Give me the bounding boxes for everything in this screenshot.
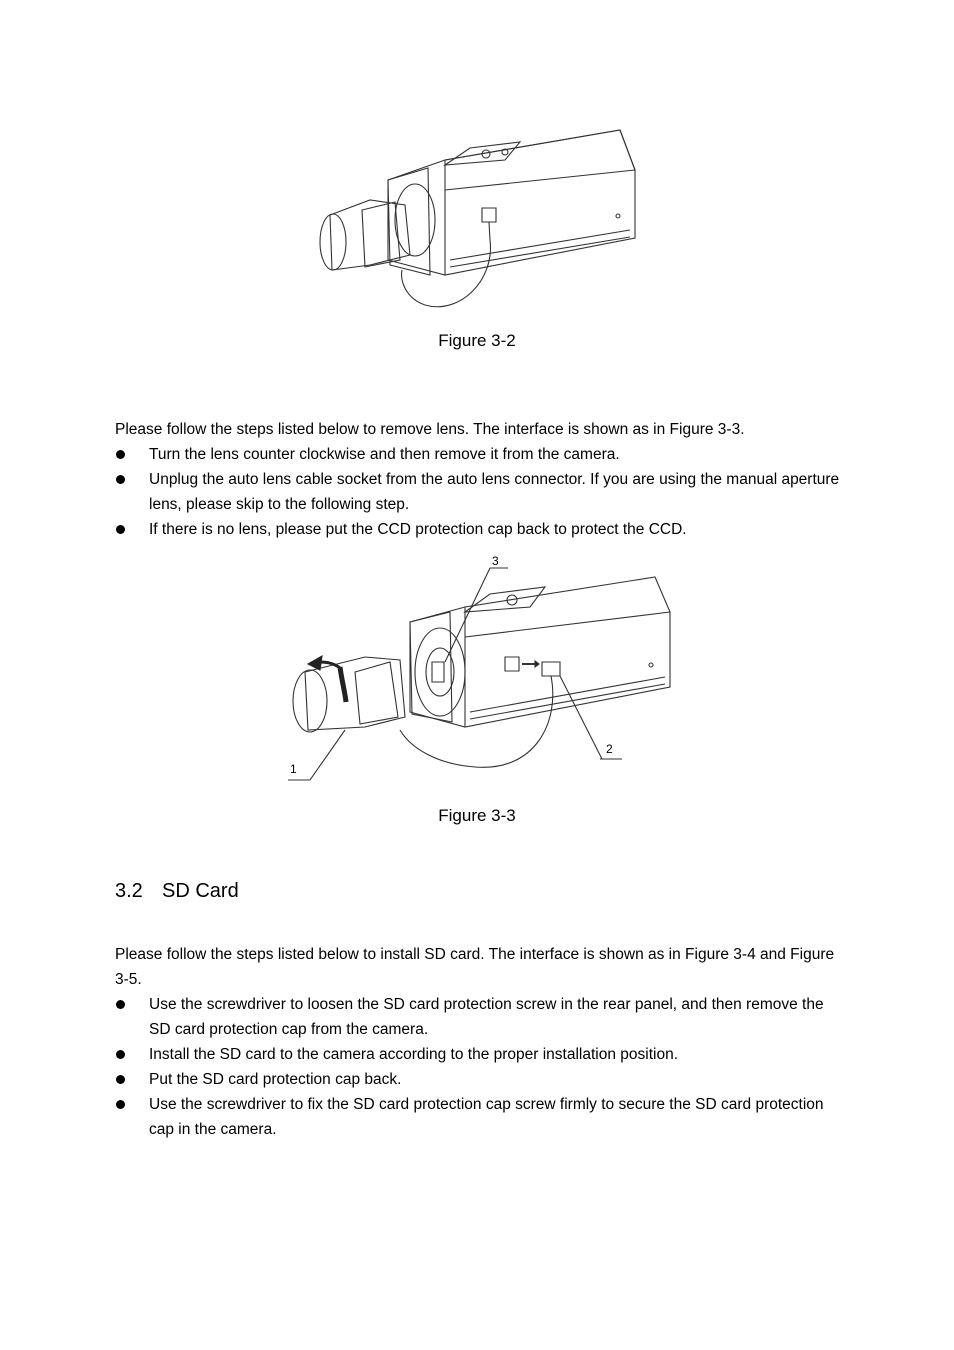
bullet-text: Use the screwdriver to fix the SD card protection cap screw firmly to secure the SD card protection cap in the camera. <box>149 1096 824 1138</box>
bullet-dot-icon <box>116 1100 125 1109</box>
section-title: SD Card <box>162 880 239 902</box>
lens-bullet-item <box>115 467 845 517</box>
sd-bullet-item <box>115 1092 845 1142</box>
camera-lens-illustration <box>310 120 645 320</box>
bullet-text: Put the SD card protection cap back. <box>149 1071 402 1088</box>
bullet-text: Use the screwdriver to loosen the SD card protection screw in the rear panel, and then remove the SD card protection cap from the camera. <box>149 996 824 1038</box>
lens-removal-illustration <box>280 552 680 784</box>
sd-bullet-item <box>115 1067 845 1092</box>
bullet-dot-icon <box>116 475 125 484</box>
bullet-dot-icon <box>116 1050 125 1059</box>
figure-3-3-caption: Figure 3-3 <box>438 806 516 825</box>
bullet-text: If there is no lens, please put the CCD protection cap back to protect the CCD. <box>149 521 687 538</box>
bullet-dot-icon <box>116 1000 125 1009</box>
bullet-dot-icon <box>116 450 125 459</box>
sd-bullet-item <box>115 1042 845 1067</box>
lens-bullet-item <box>115 442 845 467</box>
figure-3-2-caption: Figure 3-2 <box>438 331 516 350</box>
callout-label-2: 2 <box>606 742 613 756</box>
sd-intro-paragraph: Please follow the steps listed below to install SD card. The interface is shown as in Figure 3-4 and Figure 3-5. <box>115 946 835 988</box>
bullet-text: Turn the lens counter clockwise and then remove it from the camera. <box>149 446 620 463</box>
section-heading <box>115 880 239 903</box>
section-number: 3.2 <box>115 880 143 902</box>
bullet-dot-icon <box>116 1075 125 1084</box>
bullet-dot-icon <box>116 525 125 534</box>
bullet-text: Install the SD card to the camera according to the proper installation position. <box>149 1046 679 1063</box>
callout-label-3: 3 <box>492 554 499 568</box>
lens-intro-paragraph: Please follow the steps listed below to remove lens. The interface is shown as in Figure 3-3. <box>115 421 745 438</box>
sd-bullet-item <box>115 992 845 1042</box>
callout-label-1: 1 <box>290 762 297 776</box>
bullet-text: Unplug the auto lens cable socket from the auto lens connector. If you are using the manual aperture lens, please skip to the following step. <box>149 471 840 513</box>
lens-bullet-item <box>115 517 845 542</box>
